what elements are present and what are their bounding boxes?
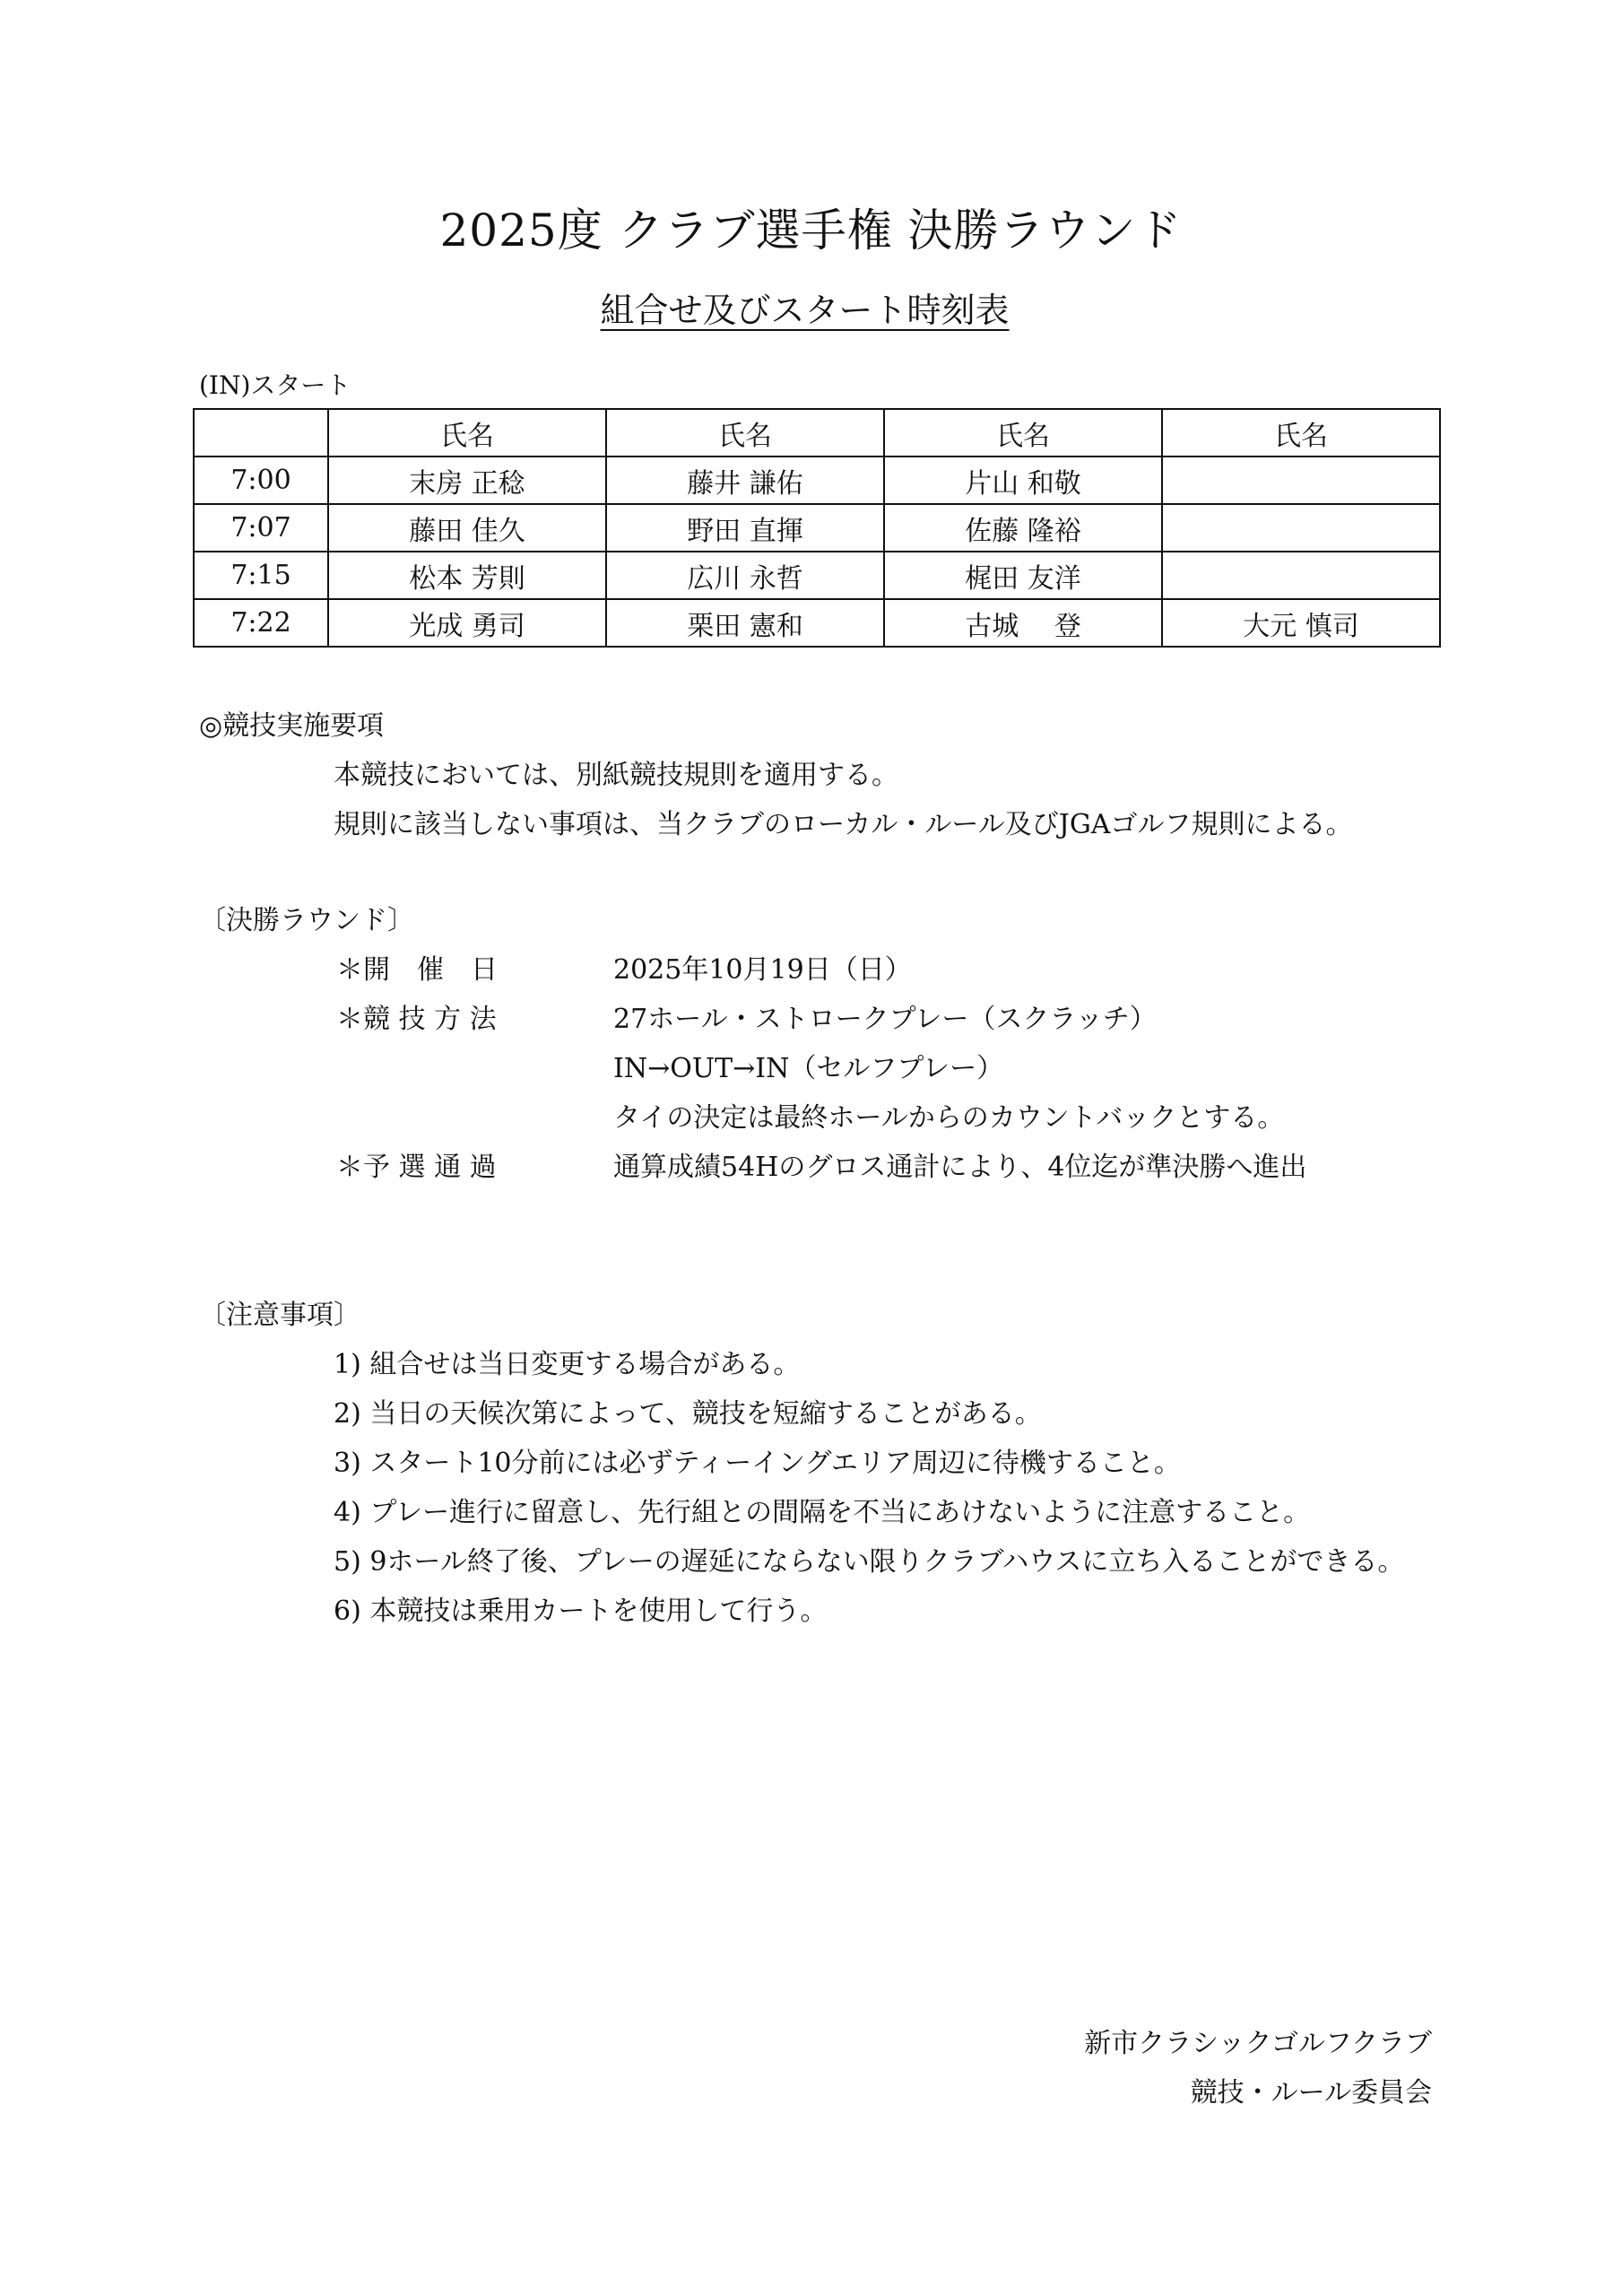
footer-organization: 新市クラシックゴルフクラブ <box>1084 2028 1432 2059</box>
note-item: 5) 9ホール終了後、プレーの遅延にならない限りクラブハウスに立ち入ることができる。 <box>334 1546 1405 1578</box>
notes-heading: 〔注意事項〕 <box>199 1300 360 1331</box>
page-title: 2025度 クラブ選手権 決勝ラウンド <box>439 204 1183 257</box>
table-header-row <box>194 409 1440 457</box>
table-row <box>194 504 1440 552</box>
final-round-heading: 〔決勝ラウンド〕 <box>199 905 414 936</box>
player-cell: 古城 登 <box>884 599 1162 647</box>
page-subtitle <box>0 287 1622 334</box>
final-round-label: ＊開 催 日 <box>336 954 498 986</box>
player-cell: 末房 正稔 <box>328 457 606 504</box>
table-row <box>194 599 1440 647</box>
final-round-label: ＊競 技 方 法 <box>336 1004 497 1035</box>
player-cell: 野田 直揮 <box>606 504 884 552</box>
note-item: 1) 組合せは当日変更する場合がある。 <box>334 1349 801 1380</box>
rules-heading: ◎競技実施要項 <box>199 710 385 742</box>
note-item: 3) スタート10分前には必ずティーイングエリア周辺に待機すること。 <box>334 1448 1181 1479</box>
table-row <box>194 552 1440 599</box>
player-cell: 佐藤 隆裕 <box>884 504 1162 552</box>
final-round-label: ＊予 選 通 過 <box>336 1152 497 1183</box>
rules-line: 規則に該当しない事項は、当クラブのローカル・ルール及びJGAゴルフ規則による。 <box>334 809 1353 840</box>
player-cell <box>1162 504 1440 552</box>
column-header: 氏名 <box>1162 409 1440 457</box>
player-cell <box>1162 552 1440 599</box>
player-cell: 松本 芳則 <box>328 552 606 599</box>
column-header: 氏名 <box>884 409 1162 457</box>
column-header <box>194 409 328 457</box>
player-cell: 広川 永哲 <box>606 552 884 599</box>
table-row <box>194 457 1440 504</box>
column-header: 氏名 <box>328 409 606 457</box>
rules-line: 本競技においては、別紙競技規則を適用する。 <box>334 760 898 791</box>
final-round-value: 2025年10月19日（日） <box>613 954 912 986</box>
final-round-value: 通算成績54Hのグロス通計により、4位迄が準決勝へ進出 <box>613 1152 1307 1183</box>
final-round-value: IN→OUT→IN（セルフプレー） <box>613 1053 1004 1084</box>
note-item: 2) 当日の天候次第によって、競技を短縮することがある。 <box>334 1398 1042 1430</box>
player-cell: 光成 勇司 <box>328 599 606 647</box>
player-cell: 栗田 憲和 <box>606 599 884 647</box>
table-caption: (IN)スタート <box>199 370 351 400</box>
final-round-value: 27ホール・ストロークプレー（スクラッチ） <box>613 1004 1157 1035</box>
note-item: 6) 本競技は乗用カートを使用して行う。 <box>334 1596 828 1627</box>
player-cell: 梶田 友洋 <box>884 552 1162 599</box>
start-time-cell: 7:15 <box>194 552 328 599</box>
note-item: 4) プレー進行に留意し、先行組との間隔を不当にあけないように注意すること。 <box>334 1497 1311 1528</box>
final-round-value: タイの決定は最終ホールからのカウントバックとする。 <box>613 1102 1285 1134</box>
start-time-cell: 7:22 <box>194 599 328 647</box>
player-cell: 藤田 佳久 <box>328 504 606 552</box>
player-cell: 藤井 謙佑 <box>606 457 884 504</box>
player-cell <box>1162 457 1440 504</box>
player-cell: 大元 慎司 <box>1162 599 1440 647</box>
start-time-table <box>193 408 1441 648</box>
start-time-cell: 7:07 <box>194 504 328 552</box>
player-cell: 片山 和敬 <box>884 457 1162 504</box>
start-time-cell: 7:00 <box>194 457 328 504</box>
subtitle-text: 組合せ及びスタート時刻表 <box>600 291 1010 330</box>
column-header: 氏名 <box>606 409 884 457</box>
footer-committee: 競技・ルール委員会 <box>1190 2077 1432 2109</box>
